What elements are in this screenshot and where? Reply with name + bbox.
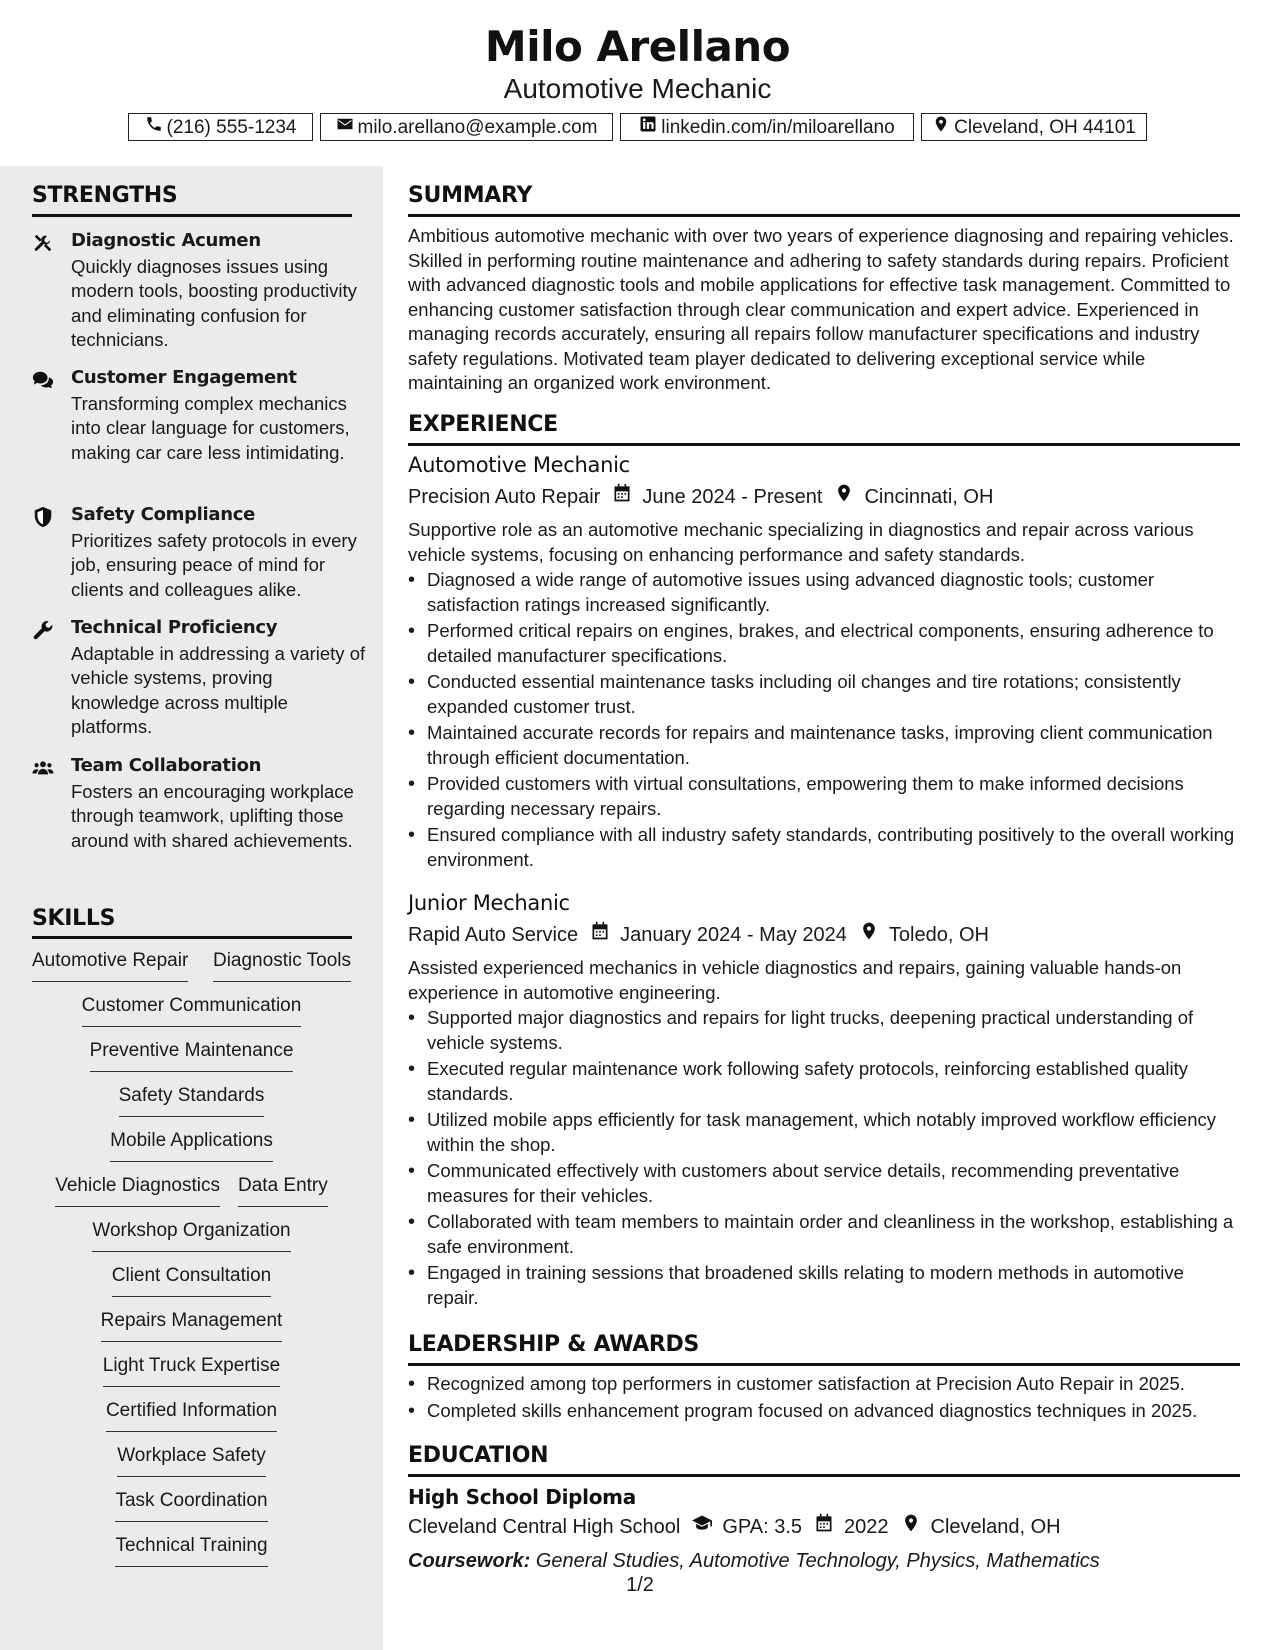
email-text: milo.arellano@example.com	[357, 116, 598, 138]
summary-heading: SUMMARY	[408, 183, 533, 208]
skills-row	[32, 1308, 351, 1353]
coursework-text: General Studies, Automotive Technology, Physics, Mathematics	[535, 1550, 1100, 1572]
contact-location	[921, 113, 1147, 141]
skill-tag: Light Truck Expertise	[103, 1353, 280, 1387]
job-description: Assisted experienced mechanics in vehicle diagnostics and repairs, gaining valuable hands-on experience in automotive engineering.	[408, 957, 1182, 1003]
list-item: • Executed regular maintenance work following safety protocols, reinforcing established quality standards.	[408, 1057, 1240, 1106]
job-dates: January 2024 - May 2024	[620, 924, 847, 946]
strength-title: Technical Proficiency	[71, 617, 278, 638]
list-item: • Supported major diagnostics and repairs for light trucks, deepening practical understanding of vehicle systems.	[408, 1006, 1240, 1055]
skill-tag: Technical Training	[115, 1533, 267, 1567]
list-item: • Completed skills enhancement program focused on advanced diagnostics techniques in 2025.	[408, 1399, 1240, 1424]
skills-row	[32, 1038, 351, 1083]
company-name: Precision Auto Repair	[408, 486, 601, 508]
comments-icon	[32, 369, 54, 391]
skill-tag: Task Coordination	[115, 1488, 267, 1522]
list-item: • Engaged in training sessions that broadened skills relating to modern methods in automotive repair.	[408, 1261, 1240, 1310]
skill-tag: Mobile Applications	[110, 1128, 273, 1162]
school-name: Cleveland Central High School	[408, 1516, 681, 1538]
strength-description: Quickly diagnoses issues using modern tools, boosting productivity and eliminating confusion for technicians.	[71, 256, 357, 351]
skills-row	[32, 1263, 351, 1308]
skill-tag: Diagnostic Tools	[213, 948, 351, 982]
job-title: Automotive Mechanic	[408, 453, 630, 477]
contact-linkedin[interactable]	[620, 113, 914, 141]
skill-tag: Preventive Maintenance	[90, 1038, 294, 1072]
list-item: • Utilized mobile apps efficiently for task management, which notably improved workflow efficiency within the shop.	[408, 1108, 1240, 1157]
skills-row	[32, 1173, 351, 1218]
education-rule	[408, 1474, 1240, 1477]
map-pin-icon	[932, 115, 950, 140]
linkedin-text: linkedin.com/in/miloarellano	[661, 116, 895, 138]
calendar-icon	[578, 921, 620, 949]
job-title: Junior Mechanic	[408, 891, 570, 915]
job-location: Cincinnati, OH	[864, 486, 994, 508]
degree-title: High School Diploma	[408, 1485, 636, 1509]
leadership-bullets	[408, 1372, 1240, 1425]
list-item: • Communicated effectively with customers about service details, recommending preventative measures for their vehicles.	[408, 1159, 1240, 1208]
list-item: • Maintained accurate records for repairs and maintenance tasks, improving client communication through efficient documentation.	[408, 721, 1240, 770]
linkedin-icon	[639, 115, 657, 140]
job-location: Toledo, OH	[888, 924, 989, 946]
skills-row	[32, 993, 351, 1038]
skills-row	[32, 1533, 351, 1578]
strength-title: Diagnostic Acumen	[71, 230, 261, 251]
skills-rule	[32, 936, 352, 939]
company-name: Rapid Auto Service	[408, 924, 579, 946]
skill-tag: Certified Information	[106, 1398, 277, 1432]
skills-row	[32, 948, 351, 993]
skill-tag: Client Consultation	[112, 1263, 271, 1297]
list-item: • Provided customers with virtual consultations, empowering them to make informed decisions regarding necessary repairs.	[408, 772, 1240, 821]
users-icon	[32, 757, 54, 779]
coursework-label: Coursework:	[408, 1550, 531, 1572]
strength-title: Safety Compliance	[71, 504, 256, 525]
skills-row	[32, 1218, 351, 1263]
contact-bar	[0, 113, 1275, 145]
skills-row	[32, 1443, 351, 1488]
map-pin-icon	[822, 483, 864, 511]
skill-tag: Customer Communication	[82, 993, 302, 1027]
leadership-rule	[408, 1363, 1240, 1366]
strength-description: Prioritizes safety protocols in every job, ensuring peace of mind for clients and colleagues alike.	[71, 530, 357, 600]
candidate-title: Automotive Mechanic	[503, 73, 772, 104]
skills-row	[32, 1353, 351, 1398]
list-item: • Conducted essential maintenance tasks including oil changes and tire rotations; consistently expanded customer trust.	[408, 670, 1240, 719]
skill-tag: Repairs Management	[101, 1308, 283, 1342]
experience-rule	[408, 443, 1240, 446]
skills-list	[32, 948, 351, 1578]
contact-phone[interactable]	[128, 113, 313, 141]
skills-heading: SKILLS	[32, 906, 116, 931]
job-meta	[408, 920, 989, 950]
skills-row	[32, 1083, 351, 1128]
wrench-icon	[32, 619, 54, 641]
job-bullets	[408, 568, 1240, 874]
leadership-heading: LEADERSHIP & AWARDS	[408, 1332, 700, 1357]
skill-tag: Data Entry	[238, 1173, 328, 1207]
skill-tag: Workplace Safety	[117, 1443, 266, 1477]
candidate-name: Milo Arellano	[484, 22, 791, 71]
education-meta	[408, 1512, 1061, 1542]
skill-tag: Safety Standards	[119, 1083, 265, 1117]
summary-text: Ambitious automotive mechanic with over two years of experience diagnosing and repairing vehicles. Skilled in performing routine maintenance and adhering to safety standards during repairs. Proficient with advanced diagnostic tools and mobile applications for effective task management. Committed to enhancing customer satisfaction through clear communication and expert advice. Experienced in managing records accurately, ensuring all repairs follow manufacturer specifications and industry safety regulations. Motivated team player dedicated to delivering exceptional service while maintaining an organized work environment.	[408, 225, 1234, 393]
calendar-icon	[802, 1513, 844, 1541]
school-location: Cleveland, OH	[930, 1516, 1061, 1538]
job-dates: June 2024 - Present	[642, 486, 823, 508]
contact-email[interactable]	[320, 113, 613, 141]
graduation-year: 2022	[844, 1516, 889, 1538]
skills-row	[32, 1128, 351, 1173]
education-heading: EDUCATION	[408, 1443, 549, 1468]
list-item: • Performed critical repairs on engines, brakes, and electrical components, ensuring adherence to detailed manufacturer specifications.	[408, 619, 1240, 668]
gpa-text: GPA: 3.5	[722, 1516, 803, 1538]
map-pin-icon	[847, 921, 889, 949]
phone-icon	[145, 115, 163, 140]
tools-icon	[32, 232, 54, 254]
coursework-line	[408, 1547, 1100, 1575]
graduation-cap-icon	[680, 1513, 722, 1541]
map-pin-icon	[889, 1513, 931, 1541]
location-text: Cleveland, OH 44101	[954, 116, 1136, 138]
strengths-rule	[32, 214, 352, 217]
strength-title: Customer Engagement	[71, 367, 297, 388]
skill-tag: Workshop Organization	[92, 1218, 290, 1252]
summary-rule	[408, 214, 1240, 217]
strength-description: Transforming complex mechanics into clear language for customers, making car care less intimidating.	[71, 393, 350, 463]
calendar-icon	[600, 483, 642, 511]
list-item: • Ensured compliance with all industry safety standards, contributing positively to the overall working environment.	[408, 823, 1240, 872]
phone-text: (216) 555-1234	[166, 116, 297, 138]
shield-icon	[32, 506, 54, 528]
list-item: • Recognized among top performers in customer satisfaction at Precision Auto Repair in 2025.	[408, 1372, 1240, 1397]
resume-header	[0, 0, 1275, 166]
skill-tag: Vehicle Diagnostics	[55, 1173, 220, 1207]
list-item: • Diagnosed a wide range of automotive issues using advanced diagnostic tools; customer satisfaction ratings increased significantly.	[408, 568, 1240, 617]
strengths-heading: STRENGTHS	[32, 183, 178, 208]
strength-description: Adaptable in addressing a variety of vehicle systems, proving knowledge across multiple platforms.	[71, 643, 366, 738]
strength-description: Fosters an encouraging workplace through teamwork, uplifting those around with shared achievements.	[71, 781, 354, 851]
job-meta	[408, 482, 993, 512]
skills-row	[32, 1398, 351, 1443]
experience-heading: EXPERIENCE	[408, 412, 558, 437]
list-item: • Collaborated with team members to maintain order and cleanliness in the workshop, establishing a safe environment.	[408, 1210, 1240, 1259]
skill-tag: Automotive Repair	[32, 948, 188, 982]
job-bullets	[408, 1006, 1240, 1312]
strength-title: Team Collaboration	[71, 755, 262, 776]
envelope-icon	[336, 115, 354, 140]
skills-row	[32, 1488, 351, 1533]
job-description: Supportive role as an automotive mechanic specializing in diagnostics and repair across various vehicle systems, focusing on enhancing performance and safety standards.	[408, 519, 1194, 565]
page-indicator: 1/2	[626, 1574, 654, 1596]
